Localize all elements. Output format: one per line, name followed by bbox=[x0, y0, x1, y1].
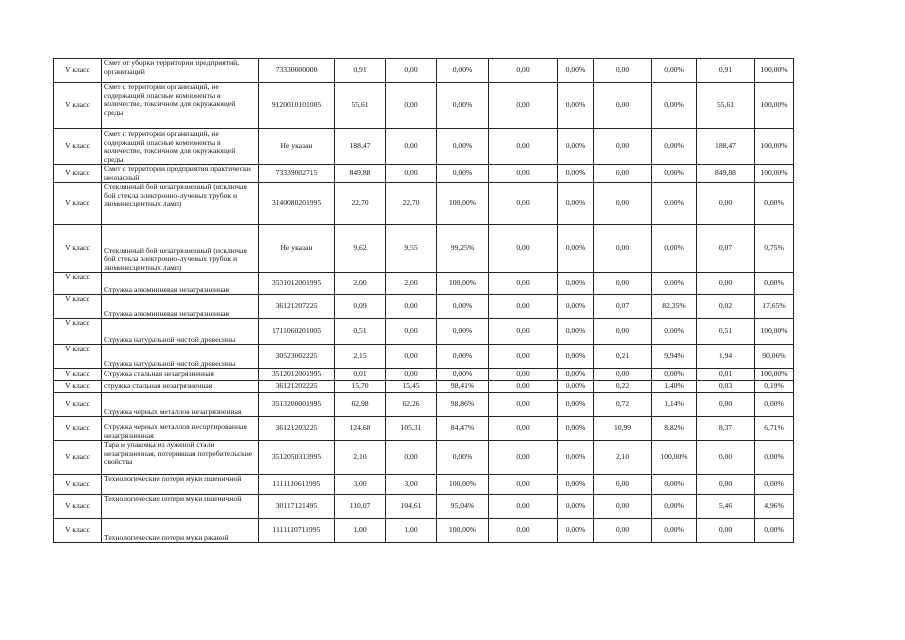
table-row bbox=[54, 59, 794, 83]
cell-c1: 2,10 bbox=[335, 441, 386, 475]
cell-c4: 0,00 bbox=[489, 83, 558, 129]
cell-c5: 0,00% bbox=[558, 319, 594, 345]
cell-c6: 0,22 bbox=[594, 381, 652, 393]
cell-c9: 100,00% bbox=[755, 59, 794, 83]
cell-c4: 0,00 bbox=[489, 183, 558, 225]
waste-code-cell: 3513200001995 bbox=[259, 393, 335, 417]
cell-c4: 0,00 bbox=[489, 273, 558, 295]
cell-c3: 84,47% bbox=[437, 417, 489, 441]
table-row bbox=[54, 345, 794, 369]
cell-c2: 105,31 bbox=[386, 417, 437, 441]
waste-code-cell: 36121203225 bbox=[259, 417, 335, 441]
cell-c6: 0,00 bbox=[594, 59, 652, 83]
cell-c3: 0,00% bbox=[437, 165, 489, 183]
cell-c9: 0,00% bbox=[755, 475, 794, 495]
cell-c6: 0,00 bbox=[594, 273, 652, 295]
table-row bbox=[54, 369, 794, 381]
hazard-class-cell: V класс bbox=[54, 393, 102, 417]
waste-code-cell: 1111110711995 bbox=[259, 519, 335, 543]
cell-c4: 0,00 bbox=[489, 475, 558, 495]
cell-c7: 0,00% bbox=[652, 129, 697, 165]
cell-c8: 8,37 bbox=[697, 417, 755, 441]
cell-c5: 0,00% bbox=[558, 369, 594, 381]
cell-c8: 188,47 bbox=[697, 129, 755, 165]
cell-c6: 0,00 bbox=[594, 495, 652, 519]
table-row bbox=[54, 165, 794, 183]
table-row bbox=[54, 319, 794, 345]
waste-name-cell: Стеклянный бой незагрязненный (исключая бой стекла электронно-лучевых трубок и люминесцентных ламп) bbox=[102, 225, 259, 273]
cell-c2: 0,00 bbox=[386, 83, 437, 129]
cell-c1: 110,07 bbox=[335, 495, 386, 519]
cell-c1: 15,70 bbox=[335, 381, 386, 393]
cell-c6: 10,99 bbox=[594, 417, 652, 441]
cell-c2: 22,70 bbox=[386, 183, 437, 225]
hazard-class-cell: V класс bbox=[54, 475, 102, 495]
cell-c8: 0,91 bbox=[697, 59, 755, 83]
cell-c5: 0,00% bbox=[558, 393, 594, 417]
waste-code-cell: 3531012001995 bbox=[259, 273, 335, 295]
cell-c4: 0,00 bbox=[489, 129, 558, 165]
cell-c4: 0,00 bbox=[489, 417, 558, 441]
cell-c9: 100,00% bbox=[755, 129, 794, 165]
table-row bbox=[54, 393, 794, 417]
waste-code-cell: 3512012001995 bbox=[259, 369, 335, 381]
cell-c8: 0,01 bbox=[697, 369, 755, 381]
cell-c3: 99,25% bbox=[437, 225, 489, 273]
cell-c2: 0,00 bbox=[386, 369, 437, 381]
waste-name-cell: Тара и упаковка из луженой стали незагрязненная, потерявшая потребительские свойства bbox=[102, 441, 259, 475]
cell-c5: 0,00% bbox=[558, 519, 594, 543]
cell-c5: 0,00% bbox=[558, 441, 594, 475]
hazard-class-cell: V класс bbox=[54, 129, 102, 165]
cell-c5: 0,00% bbox=[558, 295, 594, 319]
cell-c9: 100,00% bbox=[755, 369, 794, 381]
cell-c7: 8,82% bbox=[652, 417, 697, 441]
waste-code-cell: 30117121495 bbox=[259, 495, 335, 519]
cell-c9: 0,00% bbox=[755, 183, 794, 225]
cell-c5: 0,00% bbox=[558, 273, 594, 295]
hazard-class-cell: V класс bbox=[54, 183, 102, 225]
waste-name-cell: Стеклянный бой незагрязненный (исключая бой стекла электронно-лучевых трубок и люминесцентных ламп) bbox=[102, 183, 259, 225]
cell-c3: 100,00% bbox=[437, 475, 489, 495]
cell-c1: 1,00 bbox=[335, 519, 386, 543]
cell-c8: 1,94 bbox=[697, 345, 755, 369]
cell-c8: 5,46 bbox=[697, 495, 755, 519]
hazard-class-cell: V класс bbox=[54, 495, 102, 519]
cell-c7: 0,00% bbox=[652, 183, 697, 225]
cell-c4: 0,00 bbox=[489, 295, 558, 319]
cell-c4: 0,00 bbox=[489, 393, 558, 417]
cell-c5: 0,00% bbox=[558, 165, 594, 183]
cell-c6: 0,00 bbox=[594, 519, 652, 543]
waste-code-cell: 73330000000 bbox=[259, 59, 335, 83]
hazard-class-cell: V класс bbox=[54, 225, 102, 273]
waste-code-cell: Не указан bbox=[259, 225, 335, 273]
cell-c1: 55,61 bbox=[335, 83, 386, 129]
cell-c8: 0,51 bbox=[697, 319, 755, 345]
waste-name-cell: Стружка алюминиевая незагрязненная bbox=[102, 295, 259, 319]
cell-c8: 0,00 bbox=[697, 441, 755, 475]
waste-name-cell: Смет с территории предприятия практически неопасный bbox=[102, 165, 259, 183]
cell-c6: 0,00 bbox=[594, 183, 652, 225]
waste-name-cell: Смет с территории организаций, не содержащий опасные компоненты в количестве, токсичном для окружающей среды bbox=[102, 83, 259, 129]
hazard-class-cell: V класс bbox=[54, 381, 102, 393]
cell-c9: 0,00% bbox=[755, 441, 794, 475]
waste-name-cell: Стружка черных металлов незагрязненная bbox=[102, 393, 259, 417]
cell-c5: 0,00% bbox=[558, 83, 594, 129]
cell-c8: 0,00 bbox=[697, 393, 755, 417]
cell-c3: 0,00% bbox=[437, 369, 489, 381]
table-row bbox=[54, 381, 794, 393]
cell-c3: 100,00% bbox=[437, 273, 489, 295]
cell-c2: 0,00 bbox=[386, 295, 437, 319]
cell-c7: 1,40% bbox=[652, 381, 697, 393]
cell-c7: 1,14% bbox=[652, 393, 697, 417]
waste-code-cell: 36121202225 bbox=[259, 381, 335, 393]
waste-name-cell: Технологические потери муки пшеничной bbox=[102, 495, 259, 519]
cell-c4: 0,00 bbox=[489, 495, 558, 519]
waste-name-cell: Смет с территории организаций, не содержащий опасные компоненты в количестве, токсичном для окружающей среды bbox=[102, 129, 259, 165]
cell-c8: 0,07 bbox=[697, 225, 755, 273]
cell-c3: 0,00% bbox=[437, 319, 489, 345]
cell-c1: 0,51 bbox=[335, 319, 386, 345]
cell-c9: 100,00% bbox=[755, 83, 794, 129]
cell-c2: 0,00 bbox=[386, 59, 437, 83]
cell-c2: 0,00 bbox=[386, 345, 437, 369]
cell-c3: 100,00% bbox=[437, 183, 489, 225]
waste-name-cell: Смет от уборки территории предприятий, организаций bbox=[102, 59, 259, 83]
cell-c7: 0,00% bbox=[652, 519, 697, 543]
cell-c7: 0,00% bbox=[652, 475, 697, 495]
cell-c9: 0,00% bbox=[755, 273, 794, 295]
cell-c9: 100,00% bbox=[755, 165, 794, 183]
cell-c4: 0,00 bbox=[489, 225, 558, 273]
waste-code-cell: 3512050313995 bbox=[259, 441, 335, 475]
waste-name-cell: стружка стальная незагрязненная bbox=[102, 381, 259, 393]
cell-c6: 0,07 bbox=[594, 295, 652, 319]
cell-c3: 0,00% bbox=[437, 345, 489, 369]
cell-c7: 0,00% bbox=[652, 319, 697, 345]
cell-c9: 6,71% bbox=[755, 417, 794, 441]
cell-c8: 0,03 bbox=[697, 381, 755, 393]
cell-c3: 0,00% bbox=[437, 295, 489, 319]
table-row bbox=[54, 225, 794, 273]
cell-c4: 0,00 bbox=[489, 441, 558, 475]
cell-c2: 0,00 bbox=[386, 129, 437, 165]
cell-c5: 0,00% bbox=[558, 183, 594, 225]
cell-c1: 22,70 bbox=[335, 183, 386, 225]
hazard-class-cell: V класс bbox=[54, 345, 102, 369]
cell-c3: 95,04% bbox=[437, 495, 489, 519]
cell-c1: 0,09 bbox=[335, 295, 386, 319]
cell-c1: 849,88 bbox=[335, 165, 386, 183]
cell-c1: 9,62 bbox=[335, 225, 386, 273]
cell-c9: 90,06% bbox=[755, 345, 794, 369]
cell-c5: 0,00% bbox=[558, 129, 594, 165]
waste-name-cell: Стружка алюминиевая незагрязненная bbox=[102, 273, 259, 295]
cell-c2: 15,45 bbox=[386, 381, 437, 393]
table-row bbox=[54, 183, 794, 225]
cell-c7: 9,94% bbox=[652, 345, 697, 369]
cell-c8: 55,61 bbox=[697, 83, 755, 129]
table-row bbox=[54, 83, 794, 129]
waste-table bbox=[53, 58, 794, 543]
cell-c2: 62,26 bbox=[386, 393, 437, 417]
table-row bbox=[54, 295, 794, 319]
cell-c1: 62,98 bbox=[335, 393, 386, 417]
cell-c6: 0,00 bbox=[594, 369, 652, 381]
hazard-class-cell: V класс bbox=[54, 441, 102, 475]
cell-c1: 0,91 bbox=[335, 59, 386, 83]
cell-c9: 17,65% bbox=[755, 295, 794, 319]
hazard-class-cell: V класс bbox=[54, 165, 102, 183]
cell-c3: 0,00% bbox=[437, 129, 489, 165]
waste-code-cell: 3140080201995 bbox=[259, 183, 335, 225]
cell-c1: 0,01 bbox=[335, 369, 386, 381]
cell-c5: 0,00% bbox=[558, 381, 594, 393]
waste-name-cell: Технологические потери муки ржаной bbox=[102, 519, 259, 543]
cell-c2: 0,00 bbox=[386, 441, 437, 475]
table-row bbox=[54, 417, 794, 441]
cell-c1: 188,47 bbox=[335, 129, 386, 165]
hazard-class-cell: V класс bbox=[54, 519, 102, 543]
cell-c4: 0,00 bbox=[489, 319, 558, 345]
cell-c3: 0,00% bbox=[437, 59, 489, 83]
hazard-class-cell: V класс bbox=[54, 83, 102, 129]
hazard-class-cell: V класс bbox=[54, 295, 102, 319]
hazard-class-cell: V класс bbox=[54, 273, 102, 295]
hazard-class-cell: V класс bbox=[54, 319, 102, 345]
table-row bbox=[54, 495, 794, 519]
cell-c5: 0,00% bbox=[558, 59, 594, 83]
cell-c6: 0,21 bbox=[594, 345, 652, 369]
cell-c1: 3,00 bbox=[335, 475, 386, 495]
cell-c1: 2,00 bbox=[335, 273, 386, 295]
waste-code-cell: 1111110611995 bbox=[259, 475, 335, 495]
cell-c2: 9,55 bbox=[386, 225, 437, 273]
cell-c2: 0,00 bbox=[386, 165, 437, 183]
waste-code-cell: 36121207225 bbox=[259, 295, 335, 319]
hazard-class-cell: V класс bbox=[54, 417, 102, 441]
cell-c1: 124,68 bbox=[335, 417, 386, 441]
cell-c7: 0,00% bbox=[652, 273, 697, 295]
cell-c7: 0,00% bbox=[652, 59, 697, 83]
cell-c7: 0,00% bbox=[652, 83, 697, 129]
cell-c2: 2,00 bbox=[386, 273, 437, 295]
cell-c9: 0,75% bbox=[755, 225, 794, 273]
hazard-class-cell: V класс bbox=[54, 369, 102, 381]
cell-c8: 0,02 bbox=[697, 295, 755, 319]
table-row bbox=[54, 129, 794, 165]
waste-name-cell: Технологические потери муки пшеничной bbox=[102, 475, 259, 495]
cell-c7: 0,00% bbox=[652, 165, 697, 183]
cell-c7: 100,00% bbox=[652, 441, 697, 475]
cell-c6: 0,00 bbox=[594, 319, 652, 345]
cell-c8: 0,00 bbox=[697, 475, 755, 495]
cell-c2: 1,00 bbox=[386, 519, 437, 543]
cell-c2: 0,00 bbox=[386, 319, 437, 345]
cell-c2: 3,00 bbox=[386, 475, 437, 495]
cell-c4: 0,00 bbox=[489, 519, 558, 543]
cell-c2: 104,61 bbox=[386, 495, 437, 519]
table-row bbox=[54, 273, 794, 295]
cell-c5: 0,00% bbox=[558, 417, 594, 441]
waste-name-cell: Стружка черных металлов несортированная незагрязненная bbox=[102, 417, 259, 441]
cell-c8: 0,00 bbox=[697, 519, 755, 543]
waste-code-cell: 1711060201005 bbox=[259, 319, 335, 345]
cell-c1: 2,15 bbox=[335, 345, 386, 369]
cell-c4: 0,00 bbox=[489, 369, 558, 381]
cell-c9: 0,19% bbox=[755, 381, 794, 393]
cell-c5: 0,00% bbox=[558, 345, 594, 369]
cell-c9: 100,00% bbox=[755, 319, 794, 345]
cell-c8: 0,00 bbox=[697, 183, 755, 225]
cell-c7: 82,35% bbox=[652, 295, 697, 319]
cell-c9: 4,96% bbox=[755, 495, 794, 519]
waste-code-cell: 30523002225 bbox=[259, 345, 335, 369]
cell-c3: 100,00% bbox=[437, 519, 489, 543]
cell-c4: 0,00 bbox=[489, 345, 558, 369]
cell-c9: 0,00% bbox=[755, 393, 794, 417]
cell-c6: 2,10 bbox=[594, 441, 652, 475]
cell-c6: 0,00 bbox=[594, 129, 652, 165]
waste-code-cell: Не указан bbox=[259, 129, 335, 165]
cell-c3: 98,86% bbox=[437, 393, 489, 417]
cell-c4: 0,00 bbox=[489, 381, 558, 393]
cell-c3: 0,00% bbox=[437, 441, 489, 475]
waste-name-cell: Стружка натуральной чистой древесины bbox=[102, 319, 259, 345]
cell-c9: 0,00% bbox=[755, 519, 794, 543]
cell-c8: 0,00 bbox=[697, 273, 755, 295]
waste-name-cell: Стружка натуральной чистой древесины bbox=[102, 345, 259, 369]
cell-c6: 0,72 bbox=[594, 393, 652, 417]
cell-c7: 0,00% bbox=[652, 225, 697, 273]
cell-c3: 0,00% bbox=[437, 83, 489, 129]
cell-c6: 0,00 bbox=[594, 83, 652, 129]
cell-c8: 849,88 bbox=[697, 165, 755, 183]
cell-c5: 0,00% bbox=[558, 495, 594, 519]
waste-name-cell: Стружка стальная незагрязненная bbox=[102, 369, 259, 381]
table-row bbox=[54, 475, 794, 495]
table-body bbox=[54, 59, 794, 543]
cell-c5: 0,00% bbox=[558, 225, 594, 273]
cell-c7: 0,00% bbox=[652, 495, 697, 519]
waste-code-cell: 9120010101005 bbox=[259, 83, 335, 129]
table-row bbox=[54, 441, 794, 475]
table-row bbox=[54, 519, 794, 543]
waste-code-cell: 73339002715 bbox=[259, 165, 335, 183]
cell-c4: 0,00 bbox=[489, 59, 558, 83]
hazard-class-cell: V класс bbox=[54, 59, 102, 83]
cell-c3: 98,41% bbox=[437, 381, 489, 393]
cell-c7: 0,00% bbox=[652, 369, 697, 381]
cell-c4: 0,00 bbox=[489, 165, 558, 183]
cell-c6: 0,00 bbox=[594, 165, 652, 183]
cell-c5: 0,00% bbox=[558, 475, 594, 495]
cell-c6: 0,00 bbox=[594, 475, 652, 495]
cell-c6: 0,00 bbox=[594, 225, 652, 273]
